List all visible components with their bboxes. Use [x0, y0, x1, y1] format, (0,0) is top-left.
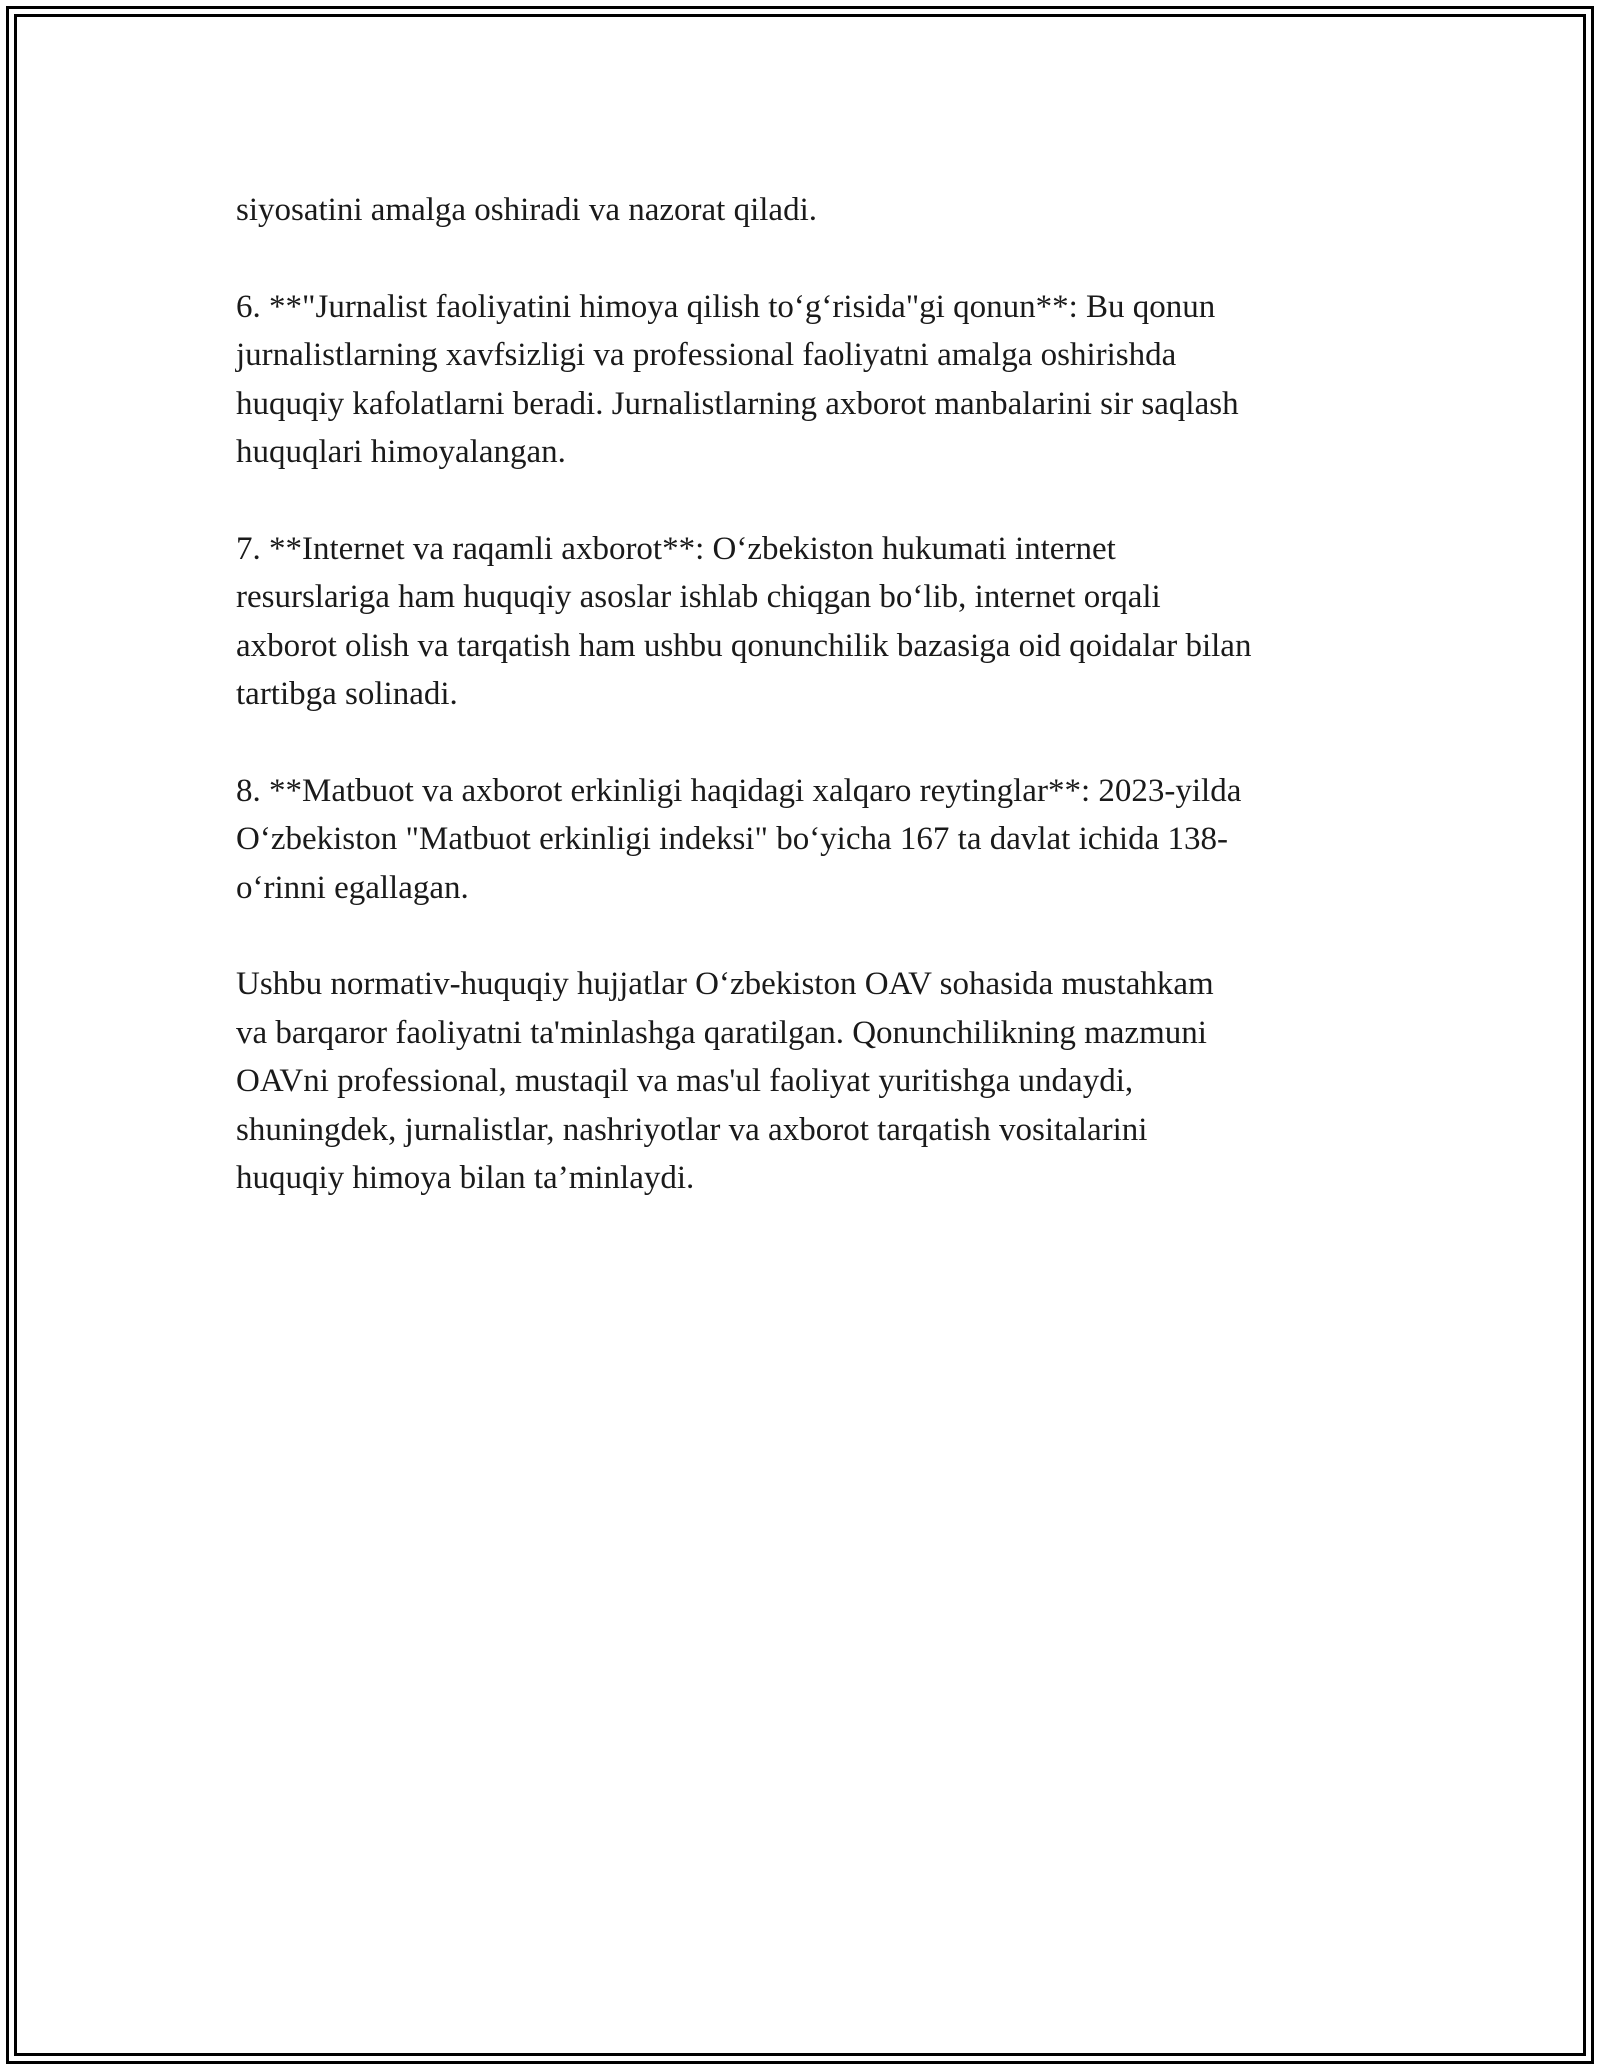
- document-body: [236, 186, 1366, 1251]
- paragraph-continuation: siyosatini amalga oshiradi va nazorat qiladi.: [236, 192, 817, 228]
- paragraph-item-7: 7. **Internet va raqamli axborot**: O‘zbekiston hukumati internet resurslariga ham huquqiy asoslar ishlab chiqgan bo‘lib, internet orqali axborot olish va tarqatish ham ushbu qonunchilik bazasiga oid qoidalar bilan tartibga solinadi.: [236, 530, 1252, 713]
- paragraph-item-8: 8. **Matbuot va axborot erkinligi haqidagi xalqaro reytinglar**: 2023-yilda O‘zbekiston "Matbuot erkinligi indeksi" bo‘yicha 167 ta davlat ichida 138- o‘rinni egallagan.: [236, 772, 1242, 906]
- paragraph-conclusion: Ushbu normativ-huquqiy hujjatlar O‘zbekiston OAV sohasida mustahkam va barqaror faoliyatni ta'minlashga qaratilgan. Qonunchilikning mazmuni OAVni professional, mustaqil va mas'ul faoliyat yuritishga undaydi, shuningdek, jurnalistlar, nashriyotlar va axborot tarqatish vositalarini huquqiy himoya bilan ta’minlaydi.: [236, 966, 1214, 1197]
- paragraph-item-6: 6. **"Jurnalist faoliyatini himoya qilish to‘g‘risida"gi qonun**: Bu qonun jurnalistlarning xavfsizligi va professional faoliyatni amalga oshirishda huquqiy kafolatlarni beradi. Jurnalistlarning axborot manbalarini sir saqlash huquqlari himoyalangan.: [236, 288, 1239, 471]
